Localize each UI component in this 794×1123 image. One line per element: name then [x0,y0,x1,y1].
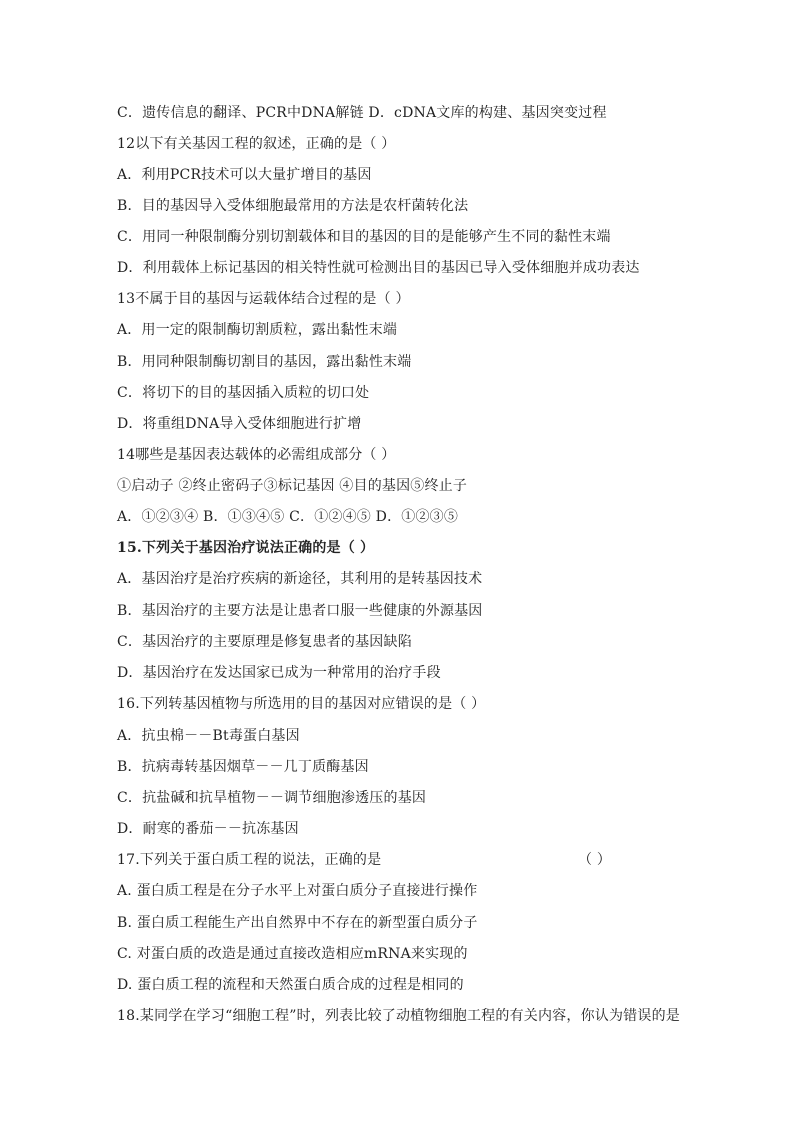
q17-option-d: D. 蛋白质工程的流程和天然蛋白质合成的过程是相同的 [117,977,464,993]
q16-option-d: D．耐寒的番茄－－抗冻基因 [117,821,299,837]
q16-option-a: A．抗虫棉－－Bt毒蛋白基因 [117,728,300,744]
q17-option-a: A. 蛋白质工程是在分子水平上对蛋白质分子直接进行操作 [117,883,478,899]
q17-option-b: B. 蛋白质工程能生产出自然界中不存在的新型蛋白质分子 [117,915,478,931]
q12-option-d: D．利用载体上标记基因的相关特性就可检测出目的基因已导入受体细胞并成功表达 [117,260,640,276]
q15-option-b: B．基因治疗的主要方法是让患者口服一些健康的外源基因 [117,603,483,619]
q17-option-c: C. 对蛋白质的改造是通过直接改造相应mRNA来实现的 [117,946,468,962]
q12-option-a: A．利用PCR技术可以大量扩增目的基因 [117,167,372,183]
q14-items: ①启动子 ②终止密码子③标记基因 ④目的基因⑤终止子 [117,478,468,494]
q13-option-c: C．将切下的目的基因插入质粒的切口处 [117,385,370,401]
q16-option-c: C．抗盐碱和抗旱植物－－调节细胞渗透压的基因 [117,790,427,806]
q16-option-b: B．抗病毒转基因烟草－－几丁质酶基因 [117,759,369,775]
q15-option-a: A．基因治疗是治疗疾病的新途径，其利用的是转基因技术 [117,571,483,587]
q16-stem: 16.下列转基因植物与所选用的目的基因对应错误的是（ ） [117,696,486,712]
q14-options: A．①②③④ B．①③④⑤ C．①②④⑤ D．①②③⑤ [117,509,459,525]
q12-option-c: C．用同一种限制酶分别切割载体和目的基因的目的是能够产生不同的黏性末端 [117,229,611,245]
q12-option-b: B．目的基因导入受体细胞最常用的方法是农杆菌转化法 [117,198,469,214]
q13-stem: 13不属于目的基因与运载体结合过程的是（ ） [117,291,410,307]
q12-stem: 12以下有关基因工程的叙述，正确的是（ ） [117,136,396,152]
q18-stem: 18.某同学在学习“细胞工程”时，列表比较了动植物细胞工程的有关内容，你认为错误的是 [117,1008,680,1024]
q15-option-c: C．基因治疗的主要原理是修复患者的基因缺陷 [117,634,412,650]
q13-option-d: D．将重组DNA导入受体细胞进行扩增 [117,416,362,432]
q14-stem: 14哪些是基因表达载体的必需组成部分（ ） [117,447,396,463]
q13-option-a: A．用一定的限制酶切割质粒，露出黏性末端 [117,322,398,338]
q17-answer-bracket: （ ） [578,852,612,868]
q15-stem: 15.下列关于基因治疗说法正确的是（ ） [117,540,375,556]
q15-option-d: D．基因治疗在发达国家已成为一种常用的治疗手段 [117,665,441,681]
q17-stem: 17.下列关于蛋白质工程的说法，正确的是 [117,852,382,868]
q13-option-b: B．用同种限制酶切割目的基因，露出黏性末端 [117,354,412,370]
q11-option-cd: C．遗传信息的翻译、PCR中DNA解链 D．cDNA文库的构建、基因突变过程 [117,105,607,121]
